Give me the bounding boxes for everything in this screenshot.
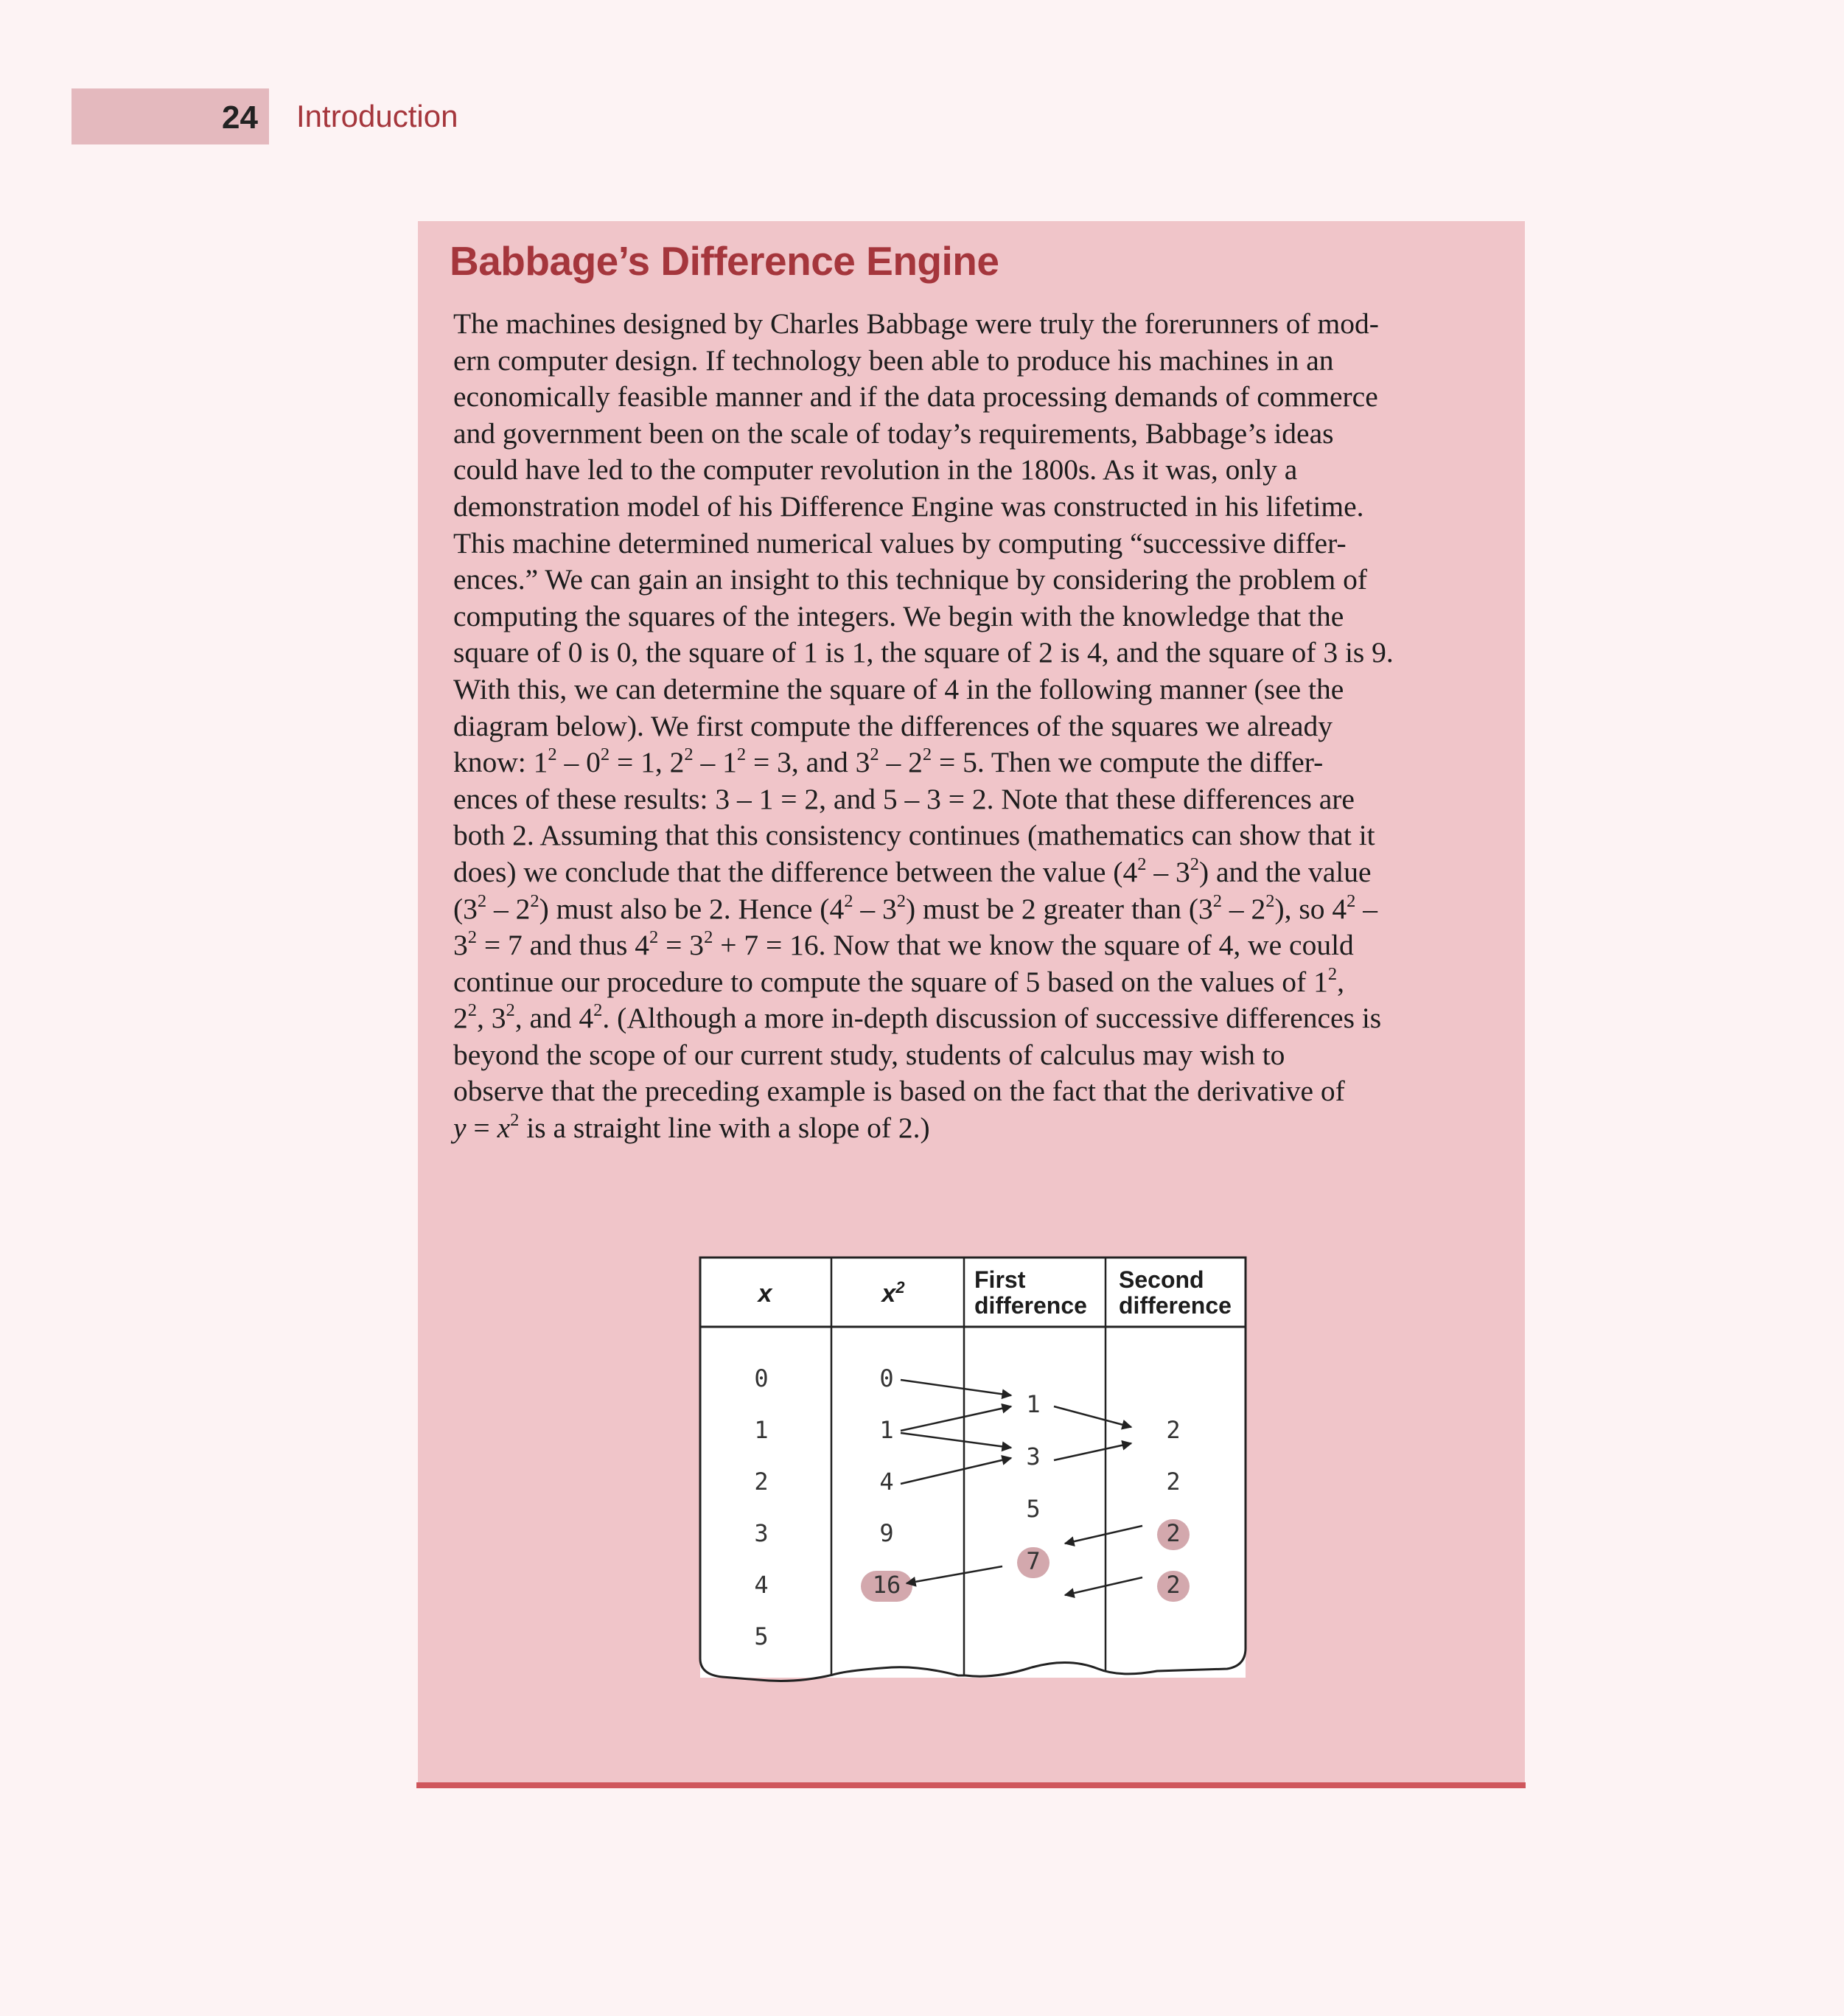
body-line <box>453 489 1507 526</box>
header-x: x <box>758 1280 772 1308</box>
text-run: ) must be 2 greater than (3 <box>905 892 1213 925</box>
text-run: – 3 <box>853 892 897 925</box>
text-run: does) we conclude that the difference between the value (4 <box>453 855 1138 888</box>
superscript: 2 <box>1212 890 1222 911</box>
text-run: and government been on the scale of today’s requirements, Babbage’s ideas <box>453 416 1334 450</box>
text-run: ), so 4 <box>1274 892 1347 925</box>
text-run: = 1, 2 <box>610 746 685 779</box>
header-first-line1: First <box>974 1266 1026 1293</box>
sidebar-title: Babbage’s Difference Engine <box>450 238 999 284</box>
superscript: 2 <box>477 890 487 911</box>
body-line <box>453 1037 1507 1074</box>
body-line <box>453 1000 1507 1037</box>
sidebar-bottom-rule <box>416 1782 1526 1788</box>
text-run: ern computer design. If technology been able to produce his machines in an <box>453 343 1334 377</box>
superscript: 2 <box>649 927 659 948</box>
text-run: The machines designed by Charles Babbage were truly the forerunners of mod- <box>453 307 1379 340</box>
superscript: 2 <box>1265 890 1275 911</box>
x-value: 2 <box>754 1468 769 1496</box>
text-run: – 0 <box>556 746 601 779</box>
superscript: 2 <box>844 890 853 911</box>
x-value: 1 <box>754 1416 769 1444</box>
text-run: computing the squares of the integers. We begin with the knowledge that the <box>453 599 1344 632</box>
superscript: 2 <box>1327 963 1338 984</box>
body-line <box>453 891 1507 928</box>
text-run: – 3 <box>1146 855 1190 888</box>
superscript: 2 <box>510 1110 520 1131</box>
text-run: continue our procedure to compute the square of 5 based on the values of 1 <box>453 965 1328 998</box>
text-run: = <box>466 1112 497 1145</box>
second-difference: 2 <box>1166 1519 1181 1547</box>
text-run: diagram below). We first compute the differences of the squares we already <box>453 709 1333 742</box>
text-run: With this, we can determine the square of 4 in the following manner (see the <box>453 672 1344 705</box>
header-second-line1: Second <box>1119 1266 1204 1293</box>
text-run: , 3 <box>477 1002 506 1035</box>
body-line <box>453 927 1507 964</box>
square-value: 4 <box>879 1468 894 1496</box>
x-value: 0 <box>754 1364 769 1392</box>
second-difference: 2 <box>1166 1571 1181 1599</box>
text-run: . (Although a more in-depth discussion of successive differences is <box>602 1002 1382 1035</box>
text-run: – 2 <box>879 746 923 779</box>
superscript: 2 <box>870 744 879 765</box>
body-line <box>453 526 1507 562</box>
text-run: ences of these results: 3 – 1 = 2, and 5 – 3 = 2. Note that these differences are <box>453 782 1355 815</box>
body-line <box>453 708 1507 745</box>
text-run: observe that the preceding example is based on the fact that the derivative of <box>453 1075 1345 1108</box>
body-line <box>453 416 1507 453</box>
text-run: ) must also be 2. Hence (4 <box>539 892 845 925</box>
text-run: beyond the scope of our current study, students of calculus may wish to <box>453 1038 1285 1071</box>
square-value: 0 <box>879 1364 894 1392</box>
superscript: 2 <box>736 744 747 765</box>
body-line <box>453 306 1507 343</box>
text-run: both 2. Assuming that this consistency continues (mathematics can show that it <box>453 819 1375 852</box>
text-run: could have led to the computer revolution in the 1800s. As it was, only a <box>453 453 1298 486</box>
text-run: ences.” We can gain an insight to this technique by considering the problem of <box>453 563 1368 596</box>
header-second-line2: difference <box>1119 1292 1232 1319</box>
text-run: 3 <box>453 929 468 962</box>
superscript: 2 <box>896 890 906 911</box>
superscript: 2 <box>922 744 932 765</box>
text-run: = 5. Then we compute the differ- <box>932 746 1324 779</box>
text-run: is a straight line with a slope of 2.) <box>519 1112 930 1145</box>
superscript: 2 <box>467 927 477 948</box>
superscript: 2 <box>1190 854 1199 874</box>
body-line <box>453 964 1507 1001</box>
body-line <box>453 854 1507 891</box>
text-run: know: 1 <box>453 746 548 779</box>
text-run: (3 <box>453 892 478 925</box>
body-line <box>453 635 1507 672</box>
text-run: demonstration model of his Difference Engine was constructed in his lifetime. <box>453 489 1364 523</box>
body-line <box>453 1110 1507 1147</box>
first-difference: 5 <box>1026 1495 1041 1523</box>
text-run: , and 4 <box>514 1002 594 1035</box>
superscript: 2 <box>600 744 610 765</box>
body-line <box>453 1073 1507 1110</box>
body-line <box>453 379 1507 416</box>
second-difference: 2 <box>1166 1468 1181 1496</box>
text-run: – <box>1355 892 1378 925</box>
x-value: 4 <box>754 1571 769 1599</box>
body-line <box>453 817 1507 854</box>
text-run: x <box>497 1112 511 1145</box>
superscript: 2 <box>506 1000 515 1021</box>
superscript: 2 <box>1347 890 1356 911</box>
body-line <box>453 744 1507 781</box>
text-run: – 1 <box>693 746 737 779</box>
first-difference: 7 <box>1026 1547 1041 1575</box>
body-line <box>453 781 1507 818</box>
body-line <box>453 343 1507 380</box>
difference-table-diagram <box>685 1253 1260 1695</box>
superscript: 2 <box>530 890 539 911</box>
superscript: 2 <box>467 1000 477 1021</box>
text-run: – 2 <box>1222 892 1266 925</box>
square-value: 1 <box>879 1416 894 1444</box>
page-number: 24 <box>222 100 258 136</box>
x-value: 5 <box>754 1622 769 1650</box>
superscript: 2 <box>684 744 694 765</box>
text-run: 2 <box>453 1002 468 1035</box>
superscript: 2 <box>704 927 713 948</box>
first-difference: 3 <box>1026 1443 1041 1471</box>
body-line <box>453 599 1507 635</box>
text-run: ) and the value <box>1198 855 1372 888</box>
superscript: 2 <box>1137 854 1147 874</box>
text-run: = 3 <box>658 929 705 962</box>
x-value: 3 <box>754 1519 769 1547</box>
text-run: – 2 <box>486 892 531 925</box>
sidebar-body <box>453 306 1507 1147</box>
text-run: = 7 and thus 4 <box>477 929 650 962</box>
text-run: = 3, and 3 <box>746 746 870 779</box>
square-value: 16 <box>872 1571 901 1599</box>
text-run: economically feasible manner and if the data processing demands of commerce <box>453 380 1378 414</box>
header-first-line2: difference <box>974 1292 1087 1319</box>
body-line <box>453 672 1507 708</box>
running-head: Introduction <box>296 99 458 133</box>
text-run: square of 0 is 0, the square of 1 is 1, the square of 2 is 4, and the square of 3 is 9. <box>453 636 1394 669</box>
superscript: 2 <box>548 744 557 765</box>
text-run: , <box>1337 965 1344 998</box>
text-run: + 7 = 16. Now that we know the square of 4, we could <box>713 929 1354 962</box>
first-difference: 1 <box>1026 1390 1041 1418</box>
superscript: 2 <box>593 1000 603 1021</box>
square-value: 9 <box>879 1519 894 1547</box>
text-run: y <box>453 1112 467 1145</box>
text-run: This machine determined numerical values by computing “successive differ- <box>453 526 1347 559</box>
body-line <box>453 562 1507 599</box>
header-x-squared-base: x <box>881 1280 896 1308</box>
header-x-squared-exp: 2 <box>895 1278 905 1297</box>
body-line <box>453 452 1507 489</box>
second-difference: 2 <box>1166 1416 1181 1444</box>
